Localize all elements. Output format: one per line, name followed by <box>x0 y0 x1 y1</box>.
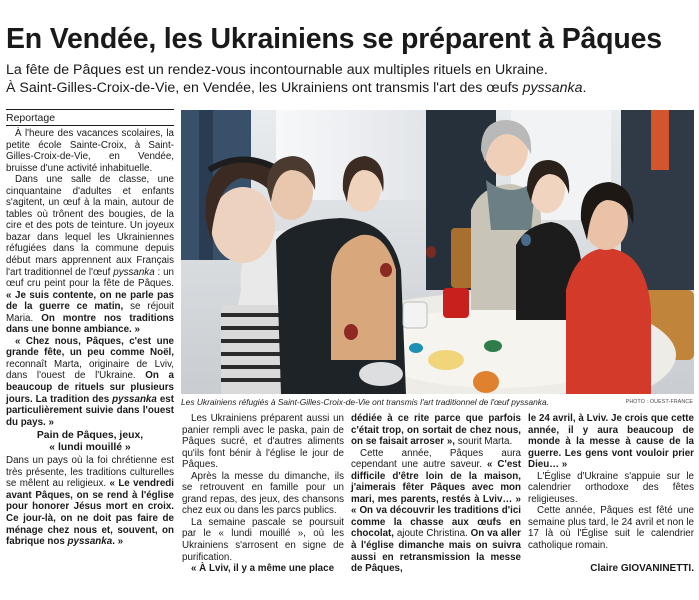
paragraph: le 24 avril, à Lviv. Je crois que cette année, il y aura beaucoup de monde à la messe à cause de la guerre. Les gens vont vouloir prier Dieu… » <box>528 413 694 471</box>
photo-credit: PHOTO : OUEST-FRANCE <box>625 399 693 405</box>
paragraph: Après la messe du dimanche, ils se retrouvent en famille pour un grand repas, des jeux, des chansons chez eux ou dans les parcs publics. <box>182 470 344 517</box>
standfirst <box>6 62 696 97</box>
photo-illustration <box>181 110 694 394</box>
photo-caption: Les Ukrainiens réfugiés à Saint-Gilles-Croix-de-Vie ont transmis l'art traditionnel de l'œuf pyssanka. <box>181 397 549 407</box>
paragraph: Les Ukrainiens préparent aussi un panier rempli avec le paska, pain de Pâques sucré, et d'autres aliments qu'ils font bénir à l'église le jour de Pâques. <box>182 413 344 471</box>
article-column-2 <box>182 413 344 575</box>
standfirst-line-1: La fête de Pâques est un rendez-vous incontournable aux multiples rituels en Ukraine. <box>6 62 548 78</box>
author-signature: Claire GIOVANINETTI. <box>590 563 694 574</box>
paragraph: Cette année, Pâques aura cependant une autre saveur. « C'est difficile d'être loin de la maison, j'aimerais fêter Pâques avec mon mari, mes parents, restés à Lviv… » « On va découvrir les traditions d'ici comme la chasse aux œufs en chocolat, ajoute Christina. On va aller à l'église dimanche mais on suivra aussi en retransmission la messe de Pâques, <box>351 447 521 575</box>
article-photo <box>181 110 694 394</box>
paragraph: À l'heure des vacances scolaires, la petite école Sainte-Croix, à Saint-Gilles-Croix-de-Vie, en Vendée, bruisse d'une activité inhabituelle. <box>6 128 174 174</box>
paragraph: « À Lviv, il y a même une place <box>191 563 335 575</box>
paragraph: dédiée à ce rite parce que parfois c'était trop, on sortait de chez nous, on se faisait arroser », sourit Marta. <box>351 413 521 448</box>
paragraph: Dans une salle de classe, une cinquantaine d'adultes et enfants s'agitent, un œuf à la main, autour de tables où trônent des bougies, de la cire et des pots de teinture. Un joyeux bazar dans lequel les Ukrainiennes réfugiées dans la commune depuis début mars apprennent aux Français l'art traditionnel de l'œuf pyssanka : un œuf cru peint pour la fête de Pâques. « Je suis contente, on ne parle pas de la guerre ce matin, se réjouit Maria. On montre nos traditions dans une bonne ambiance. » <box>6 174 174 336</box>
paragraph: L'Église d'Ukraine s'appuie sur le calendrier orthodoxe des fêtes religieuses. <box>528 470 694 505</box>
paragraph: Cette année, Pâques est fêté une semaine plus tard, le 24 avril et non le 17 là où l'Église suit le calendrier catholique romain. <box>528 505 694 552</box>
headline: En Vendée, les Ukrainiens se préparent à Pâques <box>6 23 662 55</box>
section-rubric: Reportage <box>6 109 174 126</box>
paragraph: La semaine pascale se poursuit par le « lundi mouillé », où les Ukrainiens s'arrosent en signe de purification. <box>182 516 344 563</box>
article-column-1 <box>6 128 174 548</box>
article-column-4 <box>528 413 694 552</box>
subheading: Pain de Pâques, jeux, « lundi mouillé » <box>36 430 144 454</box>
article-column-3 <box>351 413 521 575</box>
paragraph: Dans un pays où la foi chrétienne est très présente, les traditions culturelles se mêlent au religieux. « Le vendredi avant Pâques, on se rend à l'église pour honorer Jésus mort en croix. Ce jour-là, on ne doit pas faire de ménage chez nous et, souvent, on fabrique nos pyssanka. » <box>6 455 174 548</box>
standfirst-line-2: À Saint-Gilles-Croix-de-Vie, en Vendée, les Ukrainiens ont transmis l'art des œufs pyssanka. <box>6 79 587 96</box>
paragraph: « Chez nous, Pâques, c'est une grande fête, un peu comme Noël, reconnaît Marta, originaire de Lviv, dans l'ouest de l'Ukraine. On a beaucoup de rituels sur plusieurs jours. La tradition des pyssanka est particulièrement suivie dans l'ouest du pays. » <box>6 335 175 428</box>
